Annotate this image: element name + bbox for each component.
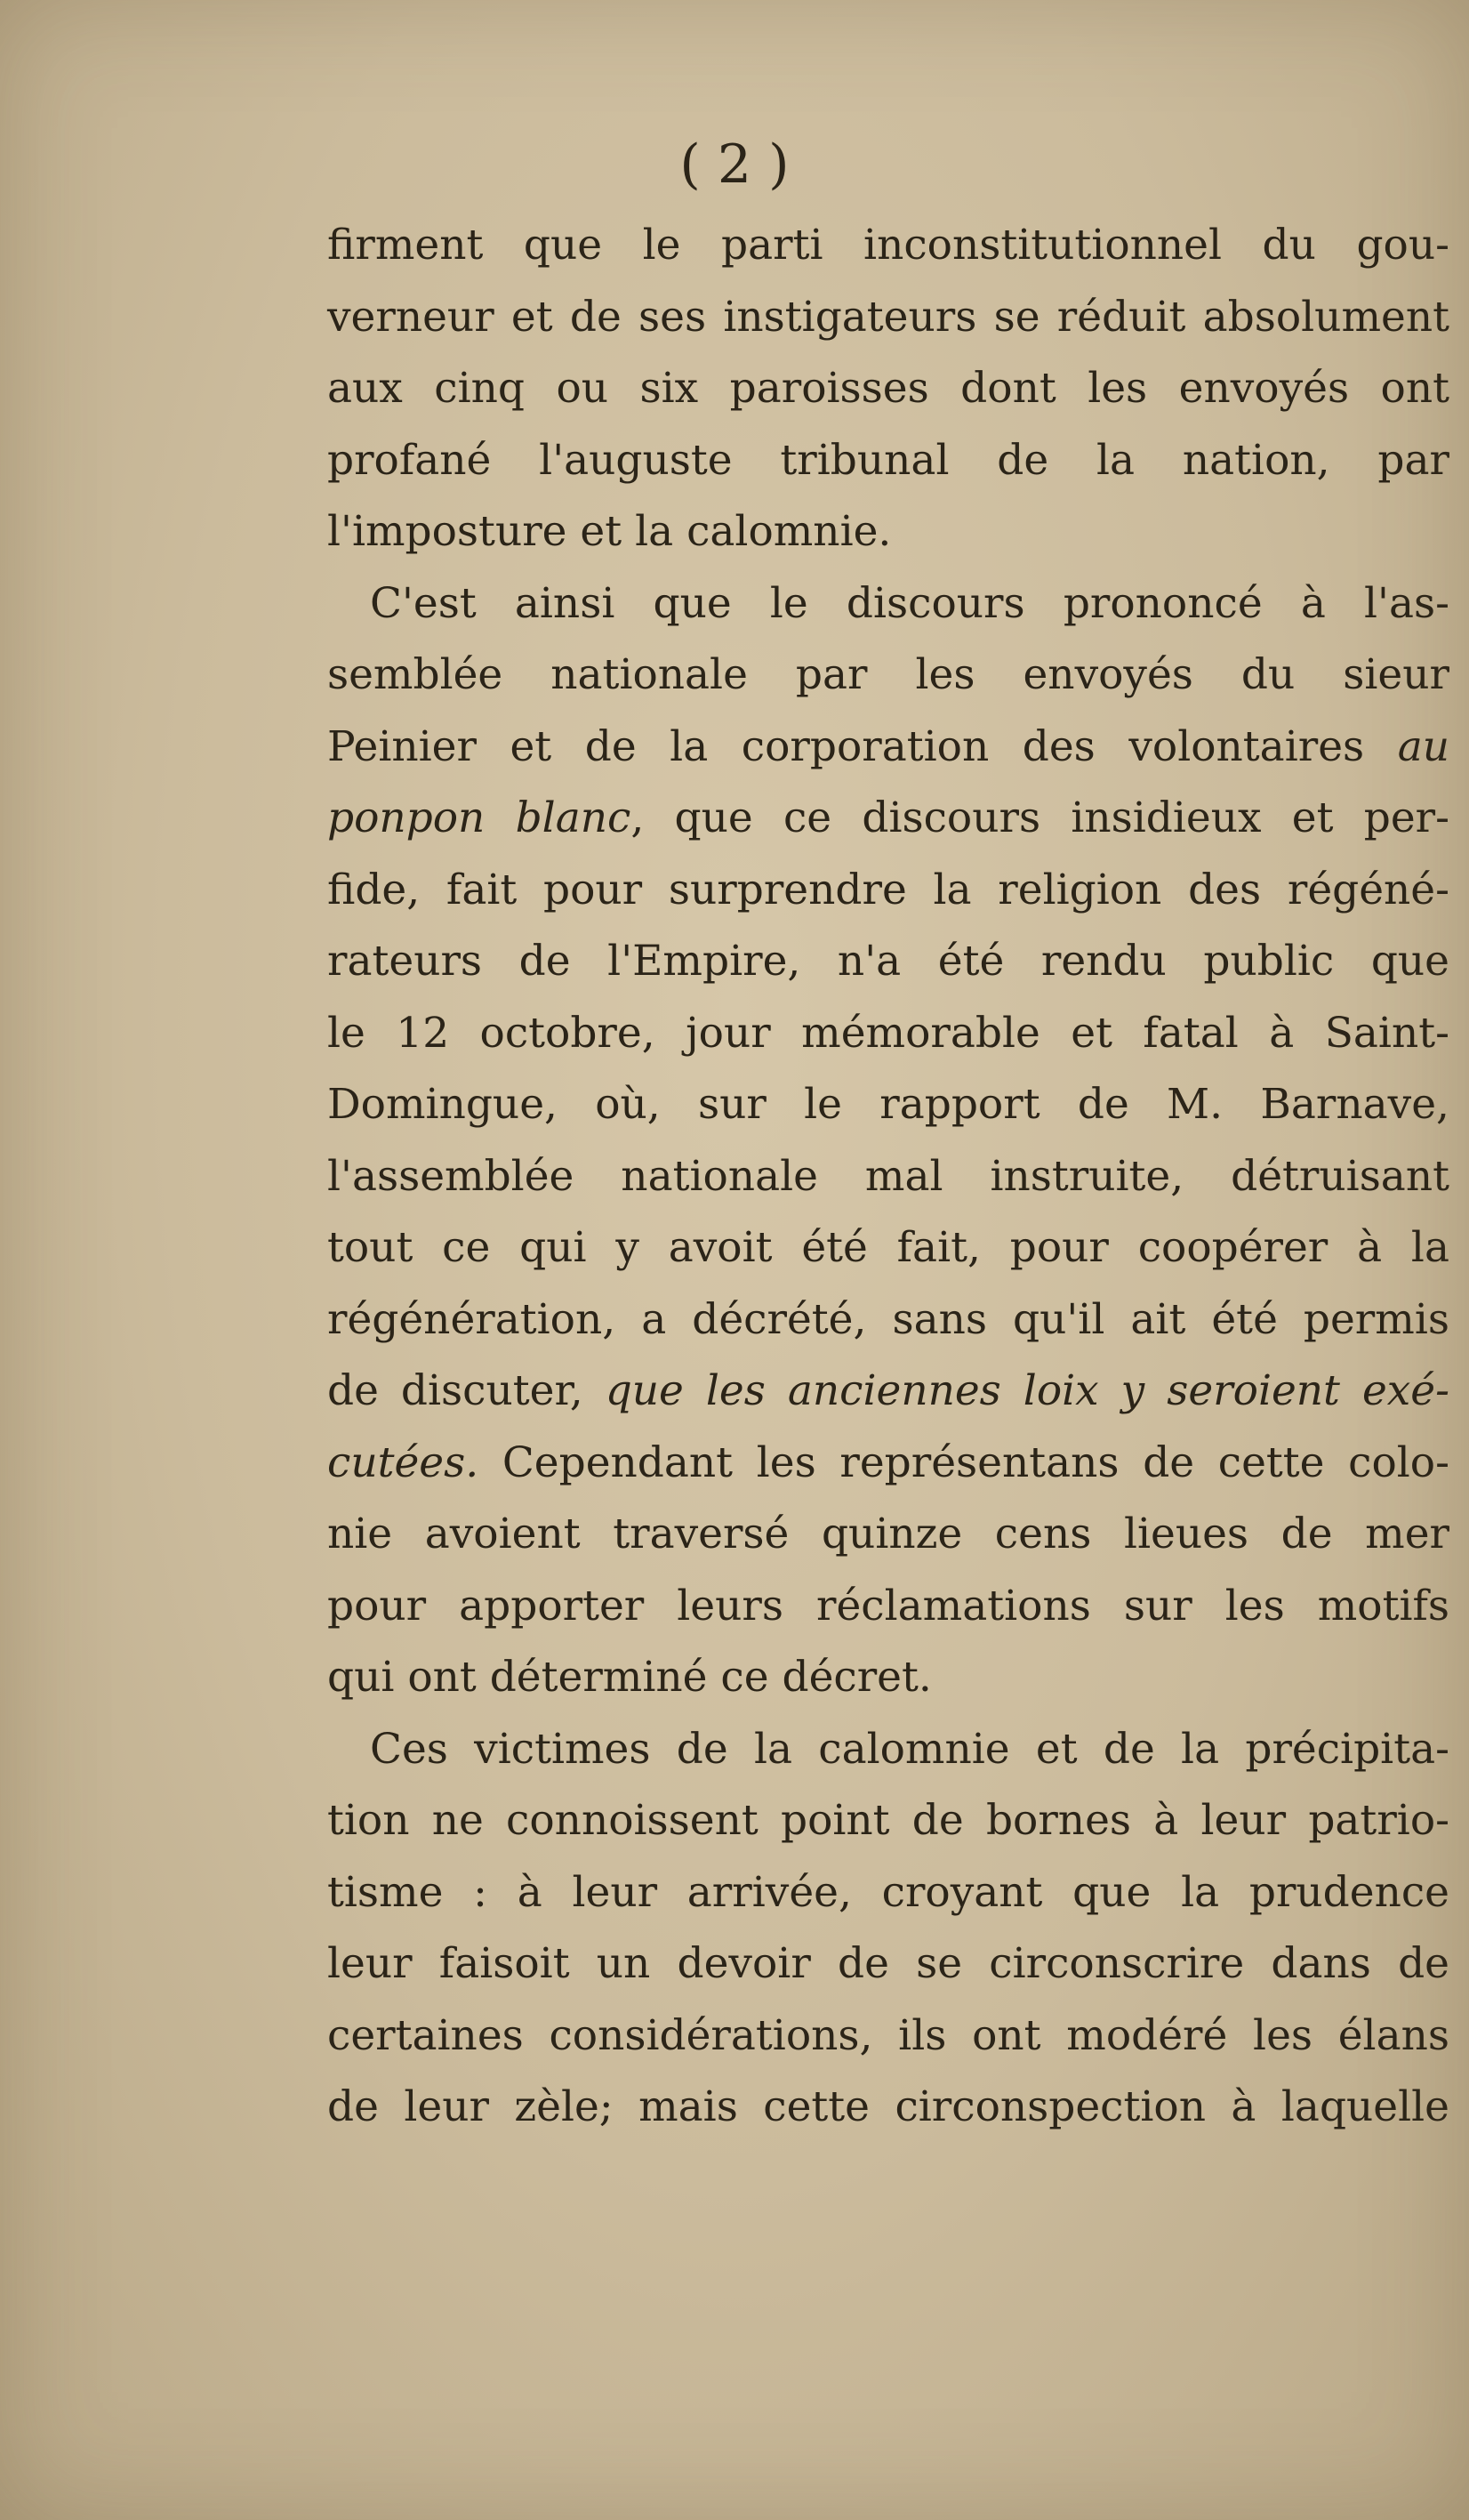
italic-text: ponpon blanc bbox=[327, 793, 631, 842]
text-line: certaines considérations, ils ont modéré les élans bbox=[327, 2010, 1449, 2060]
text-line: rateurs de l'Empire, n'a été rendu public que bbox=[327, 937, 1449, 986]
text-line: qui ont déterminé ce décret. bbox=[327, 1653, 932, 1702]
italic-text: cutées. bbox=[327, 1437, 479, 1487]
text-line: l'imposture et la calomnie. bbox=[327, 507, 892, 556]
italic-text: au bbox=[1397, 721, 1449, 771]
text-line: nie avoient traversé quinze cens lieues de mer bbox=[327, 1510, 1449, 1558]
text-line: semblée nationale par les envoyés du sieur bbox=[327, 650, 1449, 699]
text-line: cutées. Cependant les représentans de cette colo- bbox=[327, 1437, 1449, 1487]
text-line: de discuter, que les anciennes loix y seroient exé- bbox=[327, 1366, 1449, 1415]
text-line: aux cinq ou six paroisses dont les envoyés ont bbox=[327, 364, 1449, 413]
text-line: firment que le parti inconstitutionnel du gou- bbox=[327, 221, 1449, 270]
text-line: Domingue, où, sur le rapport de M. Barnave, bbox=[327, 1080, 1449, 1129]
text-line: tout ce qui y avoit été fait, pour coopérer à la bbox=[327, 1223, 1449, 1272]
text-line: fide, fait pour surprendre la religion des régéné- bbox=[327, 865, 1449, 914]
text-line: ponpon blanc, que ce discours insidieux et per- bbox=[327, 793, 1449, 842]
text-line: régénération, a décrété, sans qu'il ait été permis bbox=[327, 1294, 1449, 1344]
text-line: C'est ainsi que le discours prononcé à l'as- bbox=[370, 578, 1449, 628]
italic-text: que les anciennes loix y seroient exé- bbox=[605, 1366, 1449, 1415]
text-line: l'assemblée nationale mal instruite, détruisant bbox=[327, 1151, 1449, 1201]
text-line: Peinier et de la corporation des volontaires au bbox=[327, 721, 1449, 771]
text-line: tion ne connoissent point de bornes à leur patrio- bbox=[327, 1796, 1449, 1845]
text-line: leur faisoit un devoir de se circonscrire dans de bbox=[327, 1939, 1449, 1988]
text-line: pour apporter leurs réclamations sur les motifs bbox=[327, 1581, 1449, 1630]
text-line: de leur zèle; mais cette circonspection à laquelle bbox=[327, 2082, 1449, 2131]
text-line: le 12 octobre, jour mémorable et fatal à Saint- bbox=[327, 1008, 1449, 1058]
text-line: verneur et de ses instigateurs se réduit absolument bbox=[327, 292, 1449, 342]
text-line: Ces victimes de la calomnie et de la précipita- bbox=[370, 1724, 1449, 1774]
text-line: tisme : à leur arrivée, croyant que la prudence bbox=[327, 1867, 1449, 1917]
page-number: ( 2 ) bbox=[679, 133, 790, 196]
body-text bbox=[327, 210, 1449, 2144]
text-line: profané l'auguste tribunal de la nation, par bbox=[327, 435, 1449, 485]
